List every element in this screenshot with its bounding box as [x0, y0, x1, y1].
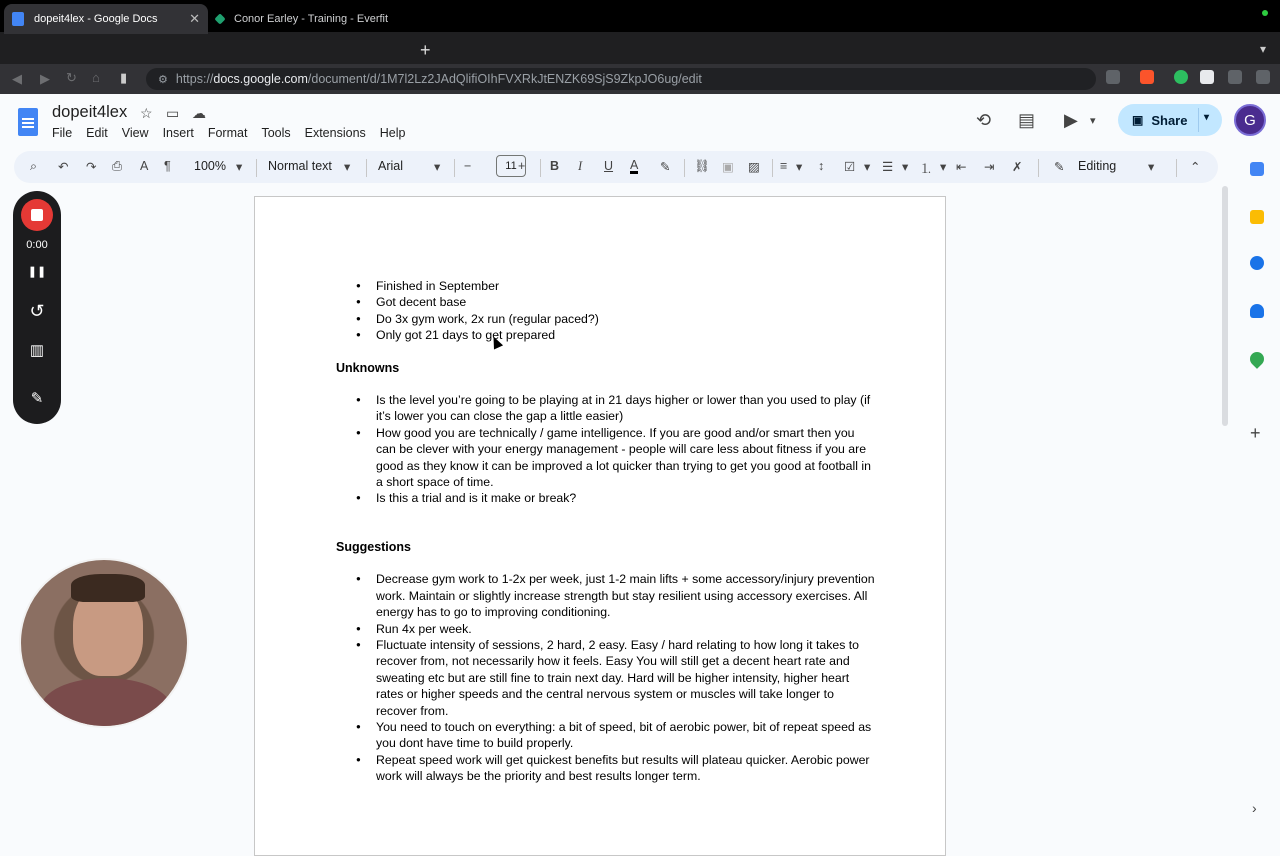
- everfit-favicon-icon: [214, 13, 225, 24]
- forward-icon[interactable]: ▶: [40, 71, 50, 86]
- font-caret-icon[interactable]: ▾: [434, 160, 441, 174]
- list-item: ● Run 4x per week.: [336, 621, 876, 637]
- font-select[interactable]: Arial: [378, 159, 404, 173]
- undo-icon[interactable]: ↶: [58, 160, 69, 174]
- menu-format[interactable]: Format: [207, 126, 248, 140]
- align-caret-icon[interactable]: ▾: [796, 160, 803, 174]
- url-path: /document/d/1M7l2Lz2JAdQlifiOIhFVXRkJtENZK69SjS9ZkpJO6ug/edit: [307, 72, 702, 86]
- increase-indent-icon[interactable]: ⇥: [984, 160, 995, 174]
- suggestions-heading: Suggestions: [336, 539, 412, 554]
- move-folder-icon[interactable]: ▭: [166, 105, 180, 121]
- webcam-bubble[interactable]: [19, 558, 189, 728]
- toolbar-divider: [256, 159, 257, 177]
- suggestions-list: [336, 571, 876, 784]
- numbered-list-icon[interactable]: ⒈: [920, 162, 933, 176]
- list-item: ● You need to touch on everything: a bit of speed, bit of aerobic power, bit of repeat speed as you dont have time to build properly.: [336, 719, 876, 752]
- toolbar-divider: [454, 159, 455, 177]
- unknowns-list: [336, 392, 876, 507]
- clear-formatting-icon[interactable]: ✗: [1012, 160, 1023, 174]
- decrease-font-size-button[interactable]: −: [464, 159, 472, 173]
- toolbar-divider: [540, 159, 541, 177]
- line-spacing-icon[interactable]: ↕: [818, 159, 825, 173]
- extensions-puzzle-icon[interactable]: [1228, 70, 1242, 84]
- insert-image-icon[interactable]: ▨: [748, 160, 760, 174]
- menu-edit[interactable]: Edit: [86, 126, 108, 140]
- share-button[interactable]: [1118, 104, 1222, 136]
- toolbar-divider: [1038, 159, 1039, 177]
- list-item: ● Is this a trial and is it make or break?: [336, 490, 876, 506]
- menu-insert[interactable]: Insert: [162, 126, 194, 140]
- add-addon-icon[interactable]: +: [1250, 423, 1261, 443]
- spellcheck-icon[interactable]: A: [140, 159, 149, 173]
- underline-icon[interactable]: U: [604, 159, 614, 173]
- bulleted-list-caret-icon[interactable]: ▾: [902, 160, 909, 174]
- draw-pencil-icon[interactable]: ✎: [30, 390, 44, 407]
- list-item: ● How good you are technically / game intelligence. If you are good and/or smart then you can be clever with your energy management - people will care less about fitness if you are good as they know it can be improved a lot quicker than trying to get you good at football in a short space of time.: [336, 425, 876, 491]
- cloud-saved-icon[interactable]: ☁: [192, 105, 206, 121]
- checklist-caret-icon[interactable]: ▾: [864, 160, 871, 174]
- menu-bar: [52, 126, 420, 140]
- hide-menus-icon[interactable]: ⌃: [1190, 160, 1201, 174]
- meet-caret-icon[interactable]: ▾: [1090, 115, 1096, 127]
- list-item: ● Repeat speed work will get quickest benefits but results will plateau quicker. Aerobic power work will always be the priority and best results longer term.: [336, 752, 876, 785]
- google-docs-logo-icon[interactable]: [18, 108, 38, 136]
- print-icon[interactable]: ⎙: [112, 159, 123, 173]
- evernote-extension-icon[interactable]: [1174, 70, 1188, 84]
- url-scheme: https://: [175, 72, 214, 86]
- stop-recording-button[interactable]: [21, 199, 53, 231]
- formatting-toolbar: [14, 151, 1218, 183]
- brave-shield-icon[interactable]: [1140, 70, 1154, 84]
- reload-icon[interactable]: ↻: [66, 70, 77, 85]
- status-dot-icon: [1262, 10, 1268, 16]
- vertical-scrollbar[interactable]: [1222, 186, 1228, 426]
- browser-tab-strip: [0, 32, 1280, 68]
- docs-header: [0, 94, 1280, 150]
- zoom-caret-icon[interactable]: ▾: [236, 160, 243, 174]
- list-item: ● Only got 21 days to get prepared: [336, 327, 876, 343]
- url-host: docs.google.com: [213, 72, 308, 86]
- list-item: ● Is the level you’re going to be playing at in 21 days higher or lower than you used to play (if it’s lower you can close the gap a little easier): [336, 392, 876, 425]
- search-menus-icon[interactable]: ⌕: [30, 159, 38, 173]
- redo-icon[interactable]: ↷: [86, 160, 97, 174]
- close-tab-icon[interactable]: ✕: [189, 11, 200, 26]
- menu-tools[interactable]: Tools: [261, 126, 291, 140]
- align-icon[interactable]: ≡: [780, 159, 788, 173]
- bookmark-icon[interactable]: ▮: [120, 70, 128, 85]
- home-icon[interactable]: ⌂: [92, 70, 100, 85]
- list-item: ● Decrease gym work to 1-2x per week, just 1-2 main lifts + some accessory/injury prevention work. Maintain or slightly increase strength but stay resilient using accessory exercises. All energy has to go to improving conditioning.: [336, 571, 876, 620]
- avatar[interactable]: G: [1234, 104, 1266, 136]
- intro-list: [336, 278, 876, 344]
- text-color-icon[interactable]: A: [630, 158, 639, 172]
- tab-search-icon[interactable]: ▾: [1259, 42, 1266, 56]
- site-info-icon[interactable]: ⚙: [158, 73, 168, 86]
- zoom-select[interactable]: 100%: [194, 159, 226, 173]
- highlight-color-icon[interactable]: ✎: [660, 160, 671, 174]
- increase-font-size-button[interactable]: +: [518, 159, 526, 173]
- calendar-icon[interactable]: [1250, 162, 1264, 176]
- webcam-person-shirt: [41, 678, 171, 728]
- toolbar-divider: [684, 159, 685, 177]
- paint-format-icon[interactable]: ¶: [164, 159, 171, 173]
- checklist-icon[interactable]: ☑: [844, 160, 856, 174]
- comments-icon[interactable]: ▤: [1018, 110, 1036, 130]
- list-item: ● Do 3x gym work, 2x run (regular paced?): [336, 311, 876, 327]
- tab-everfit[interactable]: [208, 4, 412, 34]
- extension-icon[interactable]: [1200, 70, 1214, 84]
- show-side-panel-icon[interactable]: ›: [1252, 800, 1257, 816]
- list-item: ● Finished in September: [336, 278, 876, 294]
- list-item: ● Fluctuate intensity of sessions, 2 hard, 2 easy. Easy / hard relating to how long it takes to recover from, not necessarily how it feels. Easy You will still get a decent heart rate and sweating etc but are still fine to train next day. Hard will be higher intensity, higher heart rates or higher speeds and the central nervous system or muscles will take longer to recover from.: [336, 637, 876, 719]
- tab-google-docs[interactable]: [4, 4, 208, 34]
- editing-mode-select[interactable]: Editing: [1078, 159, 1117, 173]
- tasks-icon[interactable]: [1250, 256, 1264, 270]
- google-docs-favicon-icon: [12, 12, 24, 26]
- contacts-icon[interactable]: [1250, 304, 1264, 318]
- browser-menu-icon[interactable]: [1256, 70, 1270, 84]
- tab-title: Conor Earley - Training - Everfit: [234, 13, 389, 25]
- share-caret-icon[interactable]: ▾: [1204, 112, 1210, 123]
- editing-mode-pencil-icon[interactable]: ✎: [1054, 160, 1065, 174]
- style-select[interactable]: Normal text: [268, 159, 332, 173]
- unknowns-heading: Unknowns: [336, 360, 400, 375]
- italic-icon[interactable]: I: [578, 159, 583, 173]
- version-history-icon[interactable]: ⟲: [976, 110, 992, 130]
- trash-icon[interactable]: ▥: [29, 342, 45, 359]
- menu-view[interactable]: View: [121, 126, 149, 140]
- menu-extensions[interactable]: Extensions: [304, 126, 366, 140]
- document-title[interactable]: dopeit4lex: [52, 103, 128, 121]
- new-tab-button[interactable]: +: [420, 40, 431, 60]
- share-divider: [1198, 108, 1199, 132]
- menu-file[interactable]: File: [52, 126, 73, 140]
- lock-icon: ▣: [1132, 113, 1144, 127]
- pause-icon[interactable]: ❚❚: [27, 266, 47, 278]
- toolbar-divider: [1176, 159, 1177, 177]
- numbered-list-caret-icon[interactable]: ▾: [940, 160, 947, 174]
- restart-icon[interactable]: ↺: [29, 301, 45, 321]
- share-label: Share: [1151, 112, 1188, 128]
- meet-icon[interactable]: ▶: [1064, 110, 1078, 130]
- back-icon[interactable]: ◀: [12, 71, 22, 86]
- style-caret-icon[interactable]: ▾: [344, 160, 351, 174]
- editing-mode-caret-icon[interactable]: ▾: [1148, 160, 1155, 174]
- share-page-icon[interactable]: [1106, 70, 1120, 84]
- insert-link-icon[interactable]: ⛓: [694, 159, 710, 173]
- recording-timer: 0:00: [26, 239, 48, 251]
- add-comment-icon[interactable]: ▣: [722, 160, 734, 174]
- star-icon[interactable]: ☆: [140, 105, 153, 121]
- keep-icon[interactable]: [1250, 210, 1264, 224]
- decrease-indent-icon[interactable]: ⇤: [956, 160, 967, 174]
- side-panel-rail: [1236, 150, 1280, 831]
- toolbar-divider: [366, 159, 367, 177]
- document-body[interactable]: [336, 278, 876, 785]
- tab-title: dopeit4lex - Google Docs: [34, 13, 158, 25]
- toolbar-divider: [772, 159, 773, 177]
- webcam-person-hair: [71, 574, 145, 602]
- bold-icon[interactable]: B: [550, 159, 560, 173]
- menu-help[interactable]: Help: [379, 126, 406, 140]
- bulleted-list-icon[interactable]: ☰: [882, 160, 894, 174]
- url-field[interactable]: [146, 68, 1096, 90]
- screen-recorder-controls: [13, 191, 61, 424]
- list-item: ● Got decent base: [336, 294, 876, 310]
- font-size-input[interactable]: 11: [496, 155, 526, 177]
